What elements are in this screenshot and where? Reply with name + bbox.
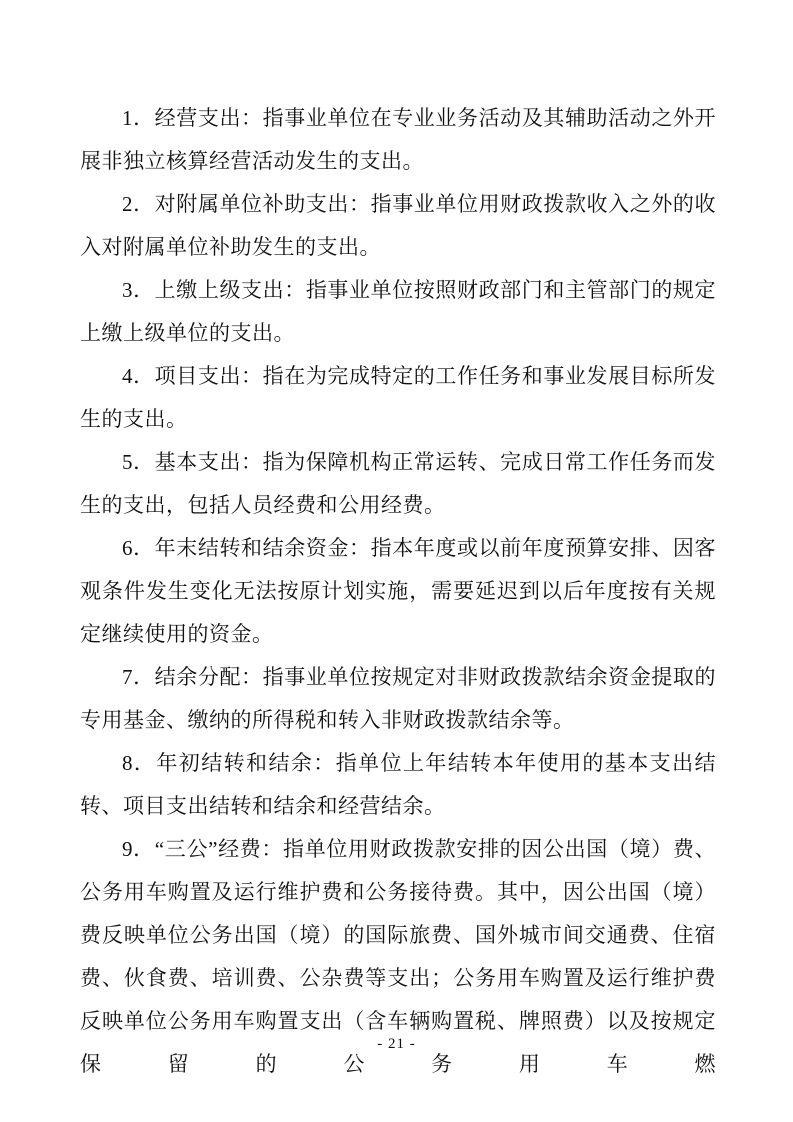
definition-paragraph-1: 1．经营支出：指事业单位在专业业务活动及其辅助活动之外开展非独立核算经营活动发生的支出。 bbox=[80, 106, 716, 173]
definition-paragraph-6: 6．年末结转和结余资金：指本年度或以前年度预算安排、因客观条件发生变化无法按原计划实施，需要延迟到以后年度按有关规定继续使用的资金。 bbox=[80, 536, 716, 646]
definition-paragraph-5: 5．基本支出：指为保障机构正常运转、完成日常工作任务而发生的支出，包括人员经费和公用经费。 bbox=[80, 450, 716, 517]
definition-paragraph-2: 2．对附属单位补助支出：指事业单位用财政拨款收入之外的收入对附属单位补助发生的支出。 bbox=[80, 192, 716, 259]
definition-paragraph-7: 7．结余分配：指事业单位按规定对非财政拨款结余资金提取的专用基金、缴纳的所得税和转入非财政拨款结余等。 bbox=[80, 665, 716, 732]
definition-paragraph-3: 3．上缴上级支出：指事业单位按照财政部门和主管部门的规定上缴上级单位的支出。 bbox=[80, 278, 716, 345]
definition-paragraph-4: 4．项目支出：指在为完成特定的工作任务和事业发展目标所发生的支出。 bbox=[80, 364, 716, 431]
definition-paragraph-9: 9．“三公”经费：指单位用财政拨款安排的因公出国（境）费、公务用车购置及运行维护费和公务接待费。其中，因公出国（境）费反映单位公务出国（境）的国际旅费、国外城市间交通费、住宿费、伙食费、培训费、公杂费等支出；公务用车购置及运行维护费反映单位公务用车购置支出（含车辆购置税、牌照费）以及按规定保留的公务用车燃 bbox=[80, 837, 716, 1076]
page-number: - 21 - bbox=[377, 1036, 416, 1052]
definition-paragraph-8: 8．年初结转和结余：指单位上年结转本年使用的基本支出结转、项目支出结转和结余和经营结余。 bbox=[80, 751, 716, 818]
document-body bbox=[80, 97, 716, 1086]
